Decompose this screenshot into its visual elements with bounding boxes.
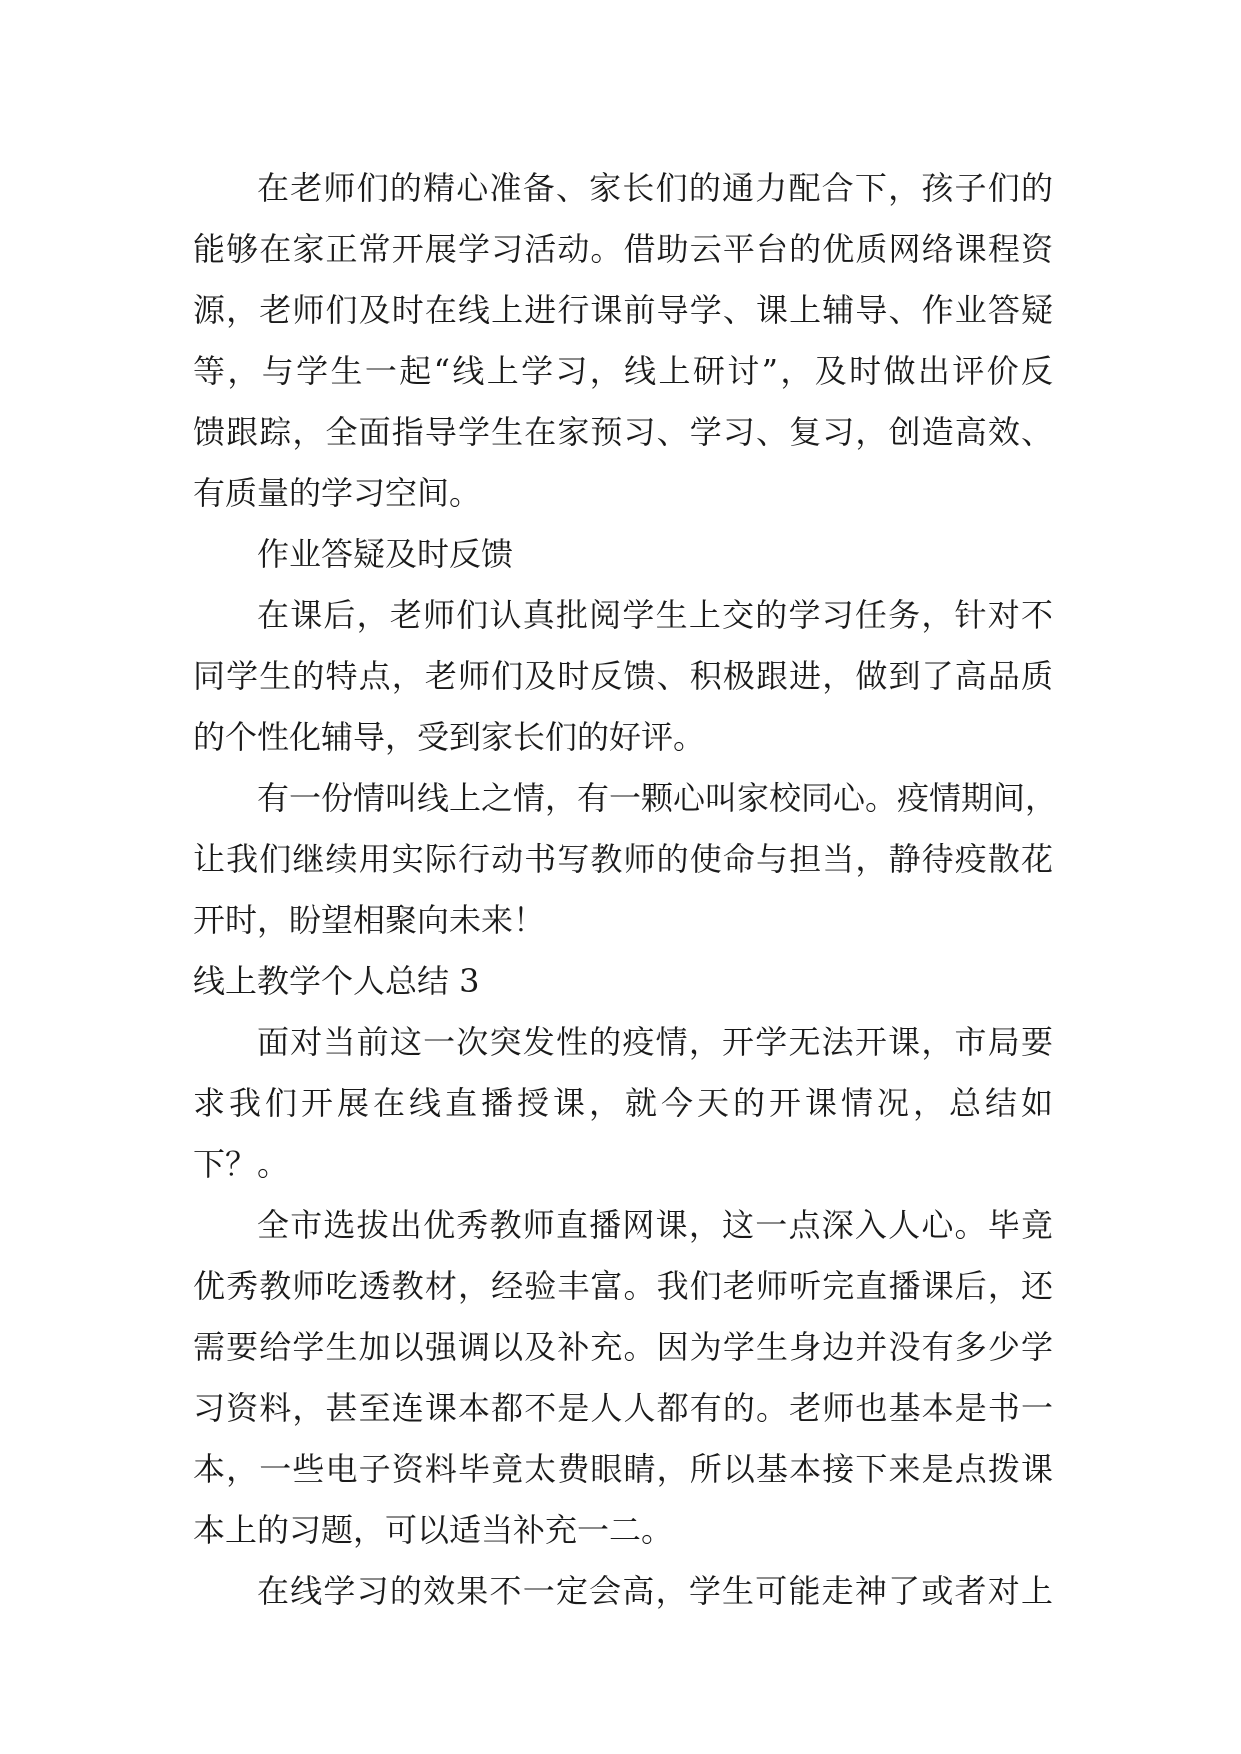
paragraph-line: 在线学习的效果不一定会高，学生可能走神了或者对上: [257, 1572, 1053, 1610]
document-body: [193, 158, 1058, 1622]
paragraph-line: 有一份情叫线上之情，有一颗心叫家校同心。疫情期间，: [257, 779, 1058, 817]
paragraph-line: 面对当前这一次突发性的疫情，开学无法开课，市局要: [257, 1023, 1053, 1061]
paragraph-line: 同学生的特点，老师们及时反馈、积极跟进，做到了高品质: [193, 657, 1053, 695]
paragraph-line: 全市选拔出优秀教师直播网课，这一点深入人心。毕竟: [257, 1206, 1053, 1244]
paragraph-line: 馈跟踪，全面指导学生在家预习、学习、复习，创造高效、: [193, 413, 1053, 451]
paragraph-line: 开时，盼望相聚向未来！: [193, 901, 546, 939]
paragraph-line: 需要给学生加以强调以及补充。因为学生身边并没有多少学: [193, 1328, 1053, 1366]
paragraph-line: 习资料，甚至连课本都不是人人都有的。老师也基本是书一: [193, 1389, 1053, 1427]
paragraph-line: 能够在家正常开展学习活动。借助云平台的优质网络课程资: [193, 230, 1053, 268]
paragraph-line: 等，与学生一起“线上学习，线上研讨”，及时做出评价反: [193, 352, 1053, 390]
section-subheading: 作业答疑及时反馈: [257, 535, 514, 573]
paragraph-line: 求我们开展在线直播授课，就今天的开课情况，总结如: [193, 1084, 1053, 1122]
paragraph-line: 在老师们的精心准备、家长们的通力配合下，孩子们的: [257, 169, 1053, 207]
paragraph-line: 优秀教师吃透教材，经验丰富。我们老师听完直播课后，还: [193, 1267, 1053, 1305]
paragraph-line: 本，一些电子资料毕竟太费眼睛，所以基本接下来是点拨课: [193, 1450, 1053, 1488]
section-title: 线上教学个人总结 3: [193, 962, 480, 1000]
paragraph-line: 下？。: [193, 1145, 290, 1183]
paragraph-line: 的个性化辅导，受到家长们的好评。: [193, 718, 706, 756]
paragraph-line: 让我们继续用实际行动书写教师的使命与担当，静待疫散花: [193, 840, 1053, 878]
paragraph-line: 在课后，老师们认真批阅学生上交的学习任务，针对不: [257, 596, 1053, 634]
paragraph-line: 有质量的学习空间。: [193, 474, 482, 512]
paragraph-line: 本上的习题，可以适当补充一二。: [193, 1511, 674, 1549]
paragraph-line: 源，老师们及时在线上进行课前导学、课上辅导、作业答疑: [193, 291, 1053, 329]
